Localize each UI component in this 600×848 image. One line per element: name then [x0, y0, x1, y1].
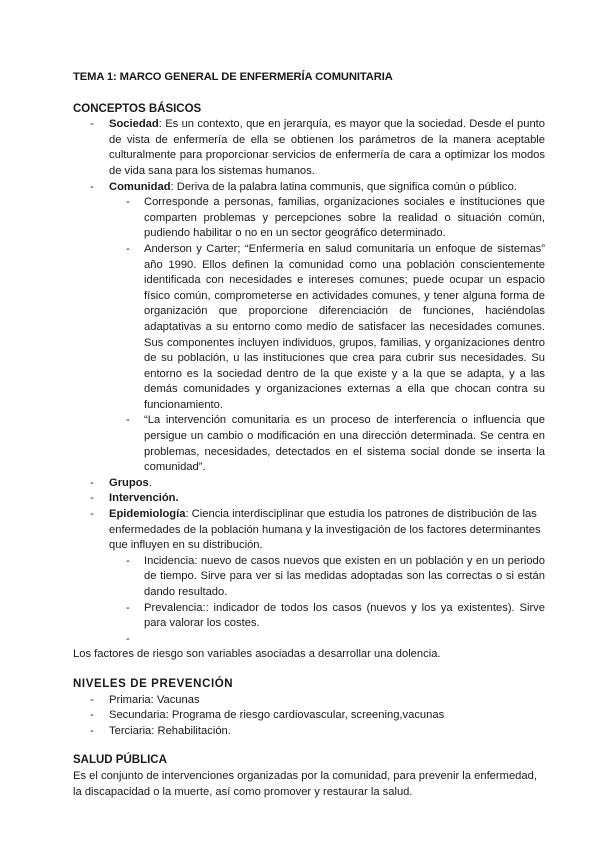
sublist-item — [109, 413, 545, 475]
bullet-dash: - — [126, 414, 130, 427]
list-item-terciaria — [73, 724, 545, 740]
epidemiologia-sublist — [109, 554, 545, 648]
term-epidemiologia: Epidemiología — [109, 508, 186, 521]
sublist-item-text: Corresponde a personas, familias, organizaciones sociales e instituciones que comparten problemas y percepciones sobre la realidad o situación común, pudiendo habilitar o no en un sector geográfico determinado. — [144, 196, 545, 240]
sublist-item — [109, 242, 545, 414]
sublist-item-text: “La intervención comunitaria es un proceso de interferencia o influencia que persigue un cambio o modificación en una dirección determinada. Se centra en problemas, necesidades, detectados en el sistema social donde se inserta la comunidad”. — [144, 414, 545, 474]
comunidad-sublist — [109, 195, 545, 476]
term-intervencion: Intervención. — [109, 492, 179, 505]
definition-comunidad: : Deriva de la palabra latina communis, que significa común o público. — [170, 180, 517, 193]
conceptos-list — [73, 117, 545, 647]
sublist-item — [109, 554, 545, 601]
bullet-dash: - — [126, 196, 130, 209]
list-item-comunidad — [73, 180, 545, 476]
sublist-item — [109, 195, 545, 242]
document-page — [73, 70, 545, 800]
list-item-secundaria — [73, 708, 545, 724]
sublist-item-empty — [109, 632, 545, 648]
definition-epidemiologia: : Ciencia interdisciplinar que estudia los patrones de distribución de las enfermedades de la población humana y la investigación de los factores determinantes que influyen en su distribución. — [109, 508, 541, 552]
term-sociedad: Sociedad — [109, 118, 159, 131]
list-item-epidemiologia — [73, 507, 545, 647]
document-title: TEMA 1: MARCO GENERAL DE ENFERMERÍA COMUNITARIA — [73, 71, 393, 83]
bullet-dash: - — [126, 554, 130, 567]
sublist-item-text: Anderson y Carter; “Enfermería en salud comunitaria un enfoque de sistemas” año 1990. Ellos definen la comunidad como una población conscientemente identificada con necesidades e intereses comunes; puede ocupar un espacio físico común, comprometerse en actividades comunes, y tener alguna forma de organización que proporcione diferenciación de funciones, haciéndolas adaptativas a su entorno como medio de satisfacer las necesidades comunes. Sus componentes incluyen individuos, grupos, familias, y organizaciones dentro de su población, u las instituciones que crea para cubrir sus necesidades. Su entorno es la sociedad dentro de la que existe y a la que se adapta, y a las demás comunidades y organizaciones externas a ella que chocan contra su funcionamiento. — [144, 242, 545, 411]
list-item-grupos — [73, 476, 545, 492]
nivel-text: Primaria: Vacunas — [109, 693, 200, 706]
bullet-dash: - — [126, 632, 130, 645]
sublist-item — [109, 601, 545, 632]
niveles-list — [73, 693, 545, 740]
term-comunidad: Comunidad — [109, 180, 171, 193]
nivel-text: Secundaria: Programa de riesgo cardiovascular, screening,vacunas — [109, 709, 445, 722]
salud-heading: SALUD PÚBLICA — [73, 754, 167, 767]
bullet-dash: - — [126, 601, 130, 614]
factores-paragraph: Los factores de riesgo son variables asociadas a desarrollar una dolencia. — [73, 648, 441, 661]
bullet-dash: - — [90, 508, 94, 521]
bullet-dash: - — [90, 492, 94, 505]
salud-paragraph: Es el conjunto de intervenciones organizadas por la comunidad, para prevenir la enfermedad, la discapacidad o la muerte, así como promover y restaurar la salud. — [73, 769, 537, 798]
conceptos-heading: CONCEPTOS BÁSICOS — [73, 102, 202, 115]
bullet-dash: - — [90, 476, 94, 489]
list-item-intervencion — [73, 491, 545, 507]
term-grupos-punct: . — [148, 476, 152, 489]
definition-sociedad: : Es un contexto, que en jerarquía, es mayor que la sociedad. Desde el punto de vista de enfermería de ella se obtienen los parámetros de la manera aceptable culturalmente para proporcionar servicios de enfermería de cara a optimizar los modos de vida sana para los sistemas humanos. — [109, 118, 545, 177]
bullet-dash: - — [90, 118, 94, 131]
niveles-heading: NIVELES DE PREVENCIÓN — [73, 677, 234, 690]
term-grupos: Grupos — [109, 476, 149, 489]
nivel-text: Terciaria: Rehabilitación. — [109, 724, 231, 737]
list-item-primaria — [73, 693, 545, 709]
sublist-item-text: Incidencia: nuevo de casos nuevos que existen en un población y en un periodo de tiempo. Sirve para ver si las medidas adoptadas son las correctas o si están dando resultado. — [144, 554, 545, 598]
bullet-dash: - — [90, 709, 94, 722]
bullet-dash: - — [90, 724, 94, 737]
sublist-item-text: Prevalencia:: indicador de todos los casos (nuevos y los ya existentes). Sirve para valorar los costes. — [144, 601, 545, 630]
list-item-sociedad — [73, 117, 545, 179]
bullet-dash: - — [126, 242, 130, 255]
bullet-dash: - — [90, 693, 94, 706]
bullet-dash: - — [90, 180, 94, 193]
